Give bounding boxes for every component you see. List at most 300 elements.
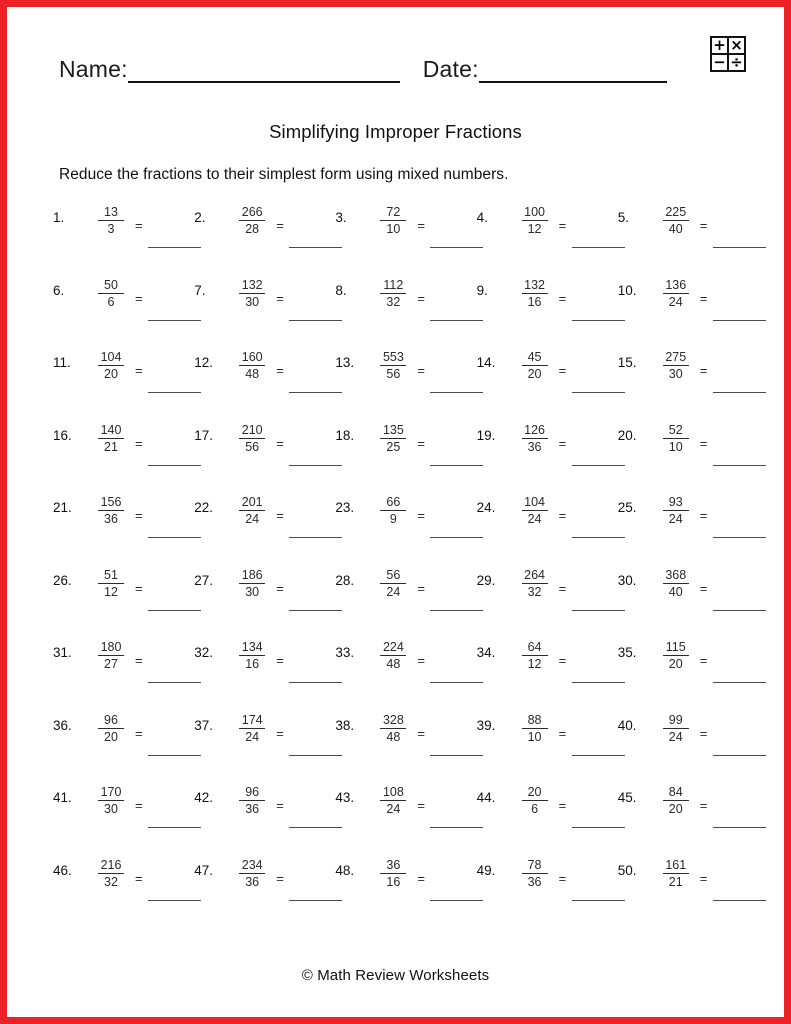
- answer-blank[interactable]: [713, 610, 766, 611]
- name-label: Name:: [59, 56, 128, 82]
- fraction-denominator: 36: [527, 439, 542, 454]
- problems-grid: [51, 203, 757, 928]
- problem-item: [475, 856, 616, 929]
- problem-item: [616, 856, 757, 929]
- fraction-denominator: 20: [104, 729, 118, 744]
- fraction-numerator: 275: [665, 350, 687, 364]
- problem-number: 47.: [194, 862, 213, 878]
- problem-number: 20.: [617, 427, 637, 443]
- equals-sign: =: [135, 725, 143, 741]
- page-title: Simplifying Improper Fractions: [269, 121, 522, 142]
- problem-number: 1.: [53, 210, 65, 225]
- problem-item: [616, 566, 757, 639]
- problem-item: [333, 348, 474, 421]
- equals-sign: =: [135, 580, 143, 596]
- problem-number: 40.: [617, 717, 637, 733]
- fraction-denominator: 48: [386, 657, 401, 671]
- problem-item: [51, 638, 192, 711]
- problem-row: [51, 638, 757, 711]
- problem-number: 22.: [194, 500, 213, 515]
- improper-fraction: [98, 278, 124, 309]
- improper-fraction: [98, 495, 124, 526]
- problem-item: [192, 421, 333, 494]
- problem-item: [475, 566, 616, 639]
- answer-blank[interactable]: [713, 755, 766, 756]
- improper-fraction: [98, 423, 124, 454]
- problem-item: [333, 203, 474, 276]
- fraction-denominator: 21: [104, 439, 118, 454]
- improper-fraction: [663, 785, 689, 816]
- problem-item: [616, 203, 757, 276]
- fraction-numerator: 234: [241, 857, 263, 872]
- problem-row: [51, 203, 757, 276]
- problem-number: 18.: [335, 427, 355, 443]
- fraction-numerator: 161: [665, 857, 687, 872]
- fraction-denominator: 32: [386, 294, 401, 309]
- improper-fraction: [522, 350, 548, 381]
- problem-number: 29.: [476, 572, 496, 588]
- fraction-denominator: 24: [668, 294, 683, 309]
- fraction-denominator: 20: [527, 367, 542, 381]
- fraction-numerator: 186: [241, 567, 263, 582]
- fraction-numerator: 134: [241, 640, 263, 654]
- answer-blank[interactable]: [713, 320, 766, 321]
- equals-sign: =: [276, 508, 284, 523]
- equals-sign: =: [699, 435, 708, 451]
- equals-sign: =: [135, 218, 143, 233]
- problem-row: [51, 348, 757, 421]
- problem-number: 43.: [335, 790, 355, 805]
- problem-item: [475, 783, 616, 856]
- fraction-denominator: 9: [389, 512, 397, 526]
- equals-sign: =: [558, 508, 567, 523]
- improper-fraction: [98, 568, 124, 599]
- fraction-numerator: 66: [386, 495, 401, 509]
- fraction-denominator: 30: [104, 802, 118, 816]
- fraction-numerator: 132: [241, 277, 263, 292]
- equals-sign: =: [417, 870, 425, 886]
- fraction-numerator: 88: [527, 712, 542, 727]
- improper-fraction: [522, 640, 548, 671]
- equals-sign: =: [558, 363, 567, 378]
- fraction-numerator: 78: [527, 857, 542, 872]
- problem-item: [51, 493, 192, 566]
- fraction-denominator: 48: [386, 729, 401, 744]
- fraction-denominator: 20: [104, 367, 118, 381]
- problem-item: [192, 348, 333, 421]
- fraction-numerator: 104: [100, 350, 122, 364]
- improper-fraction: [380, 278, 406, 309]
- improper-fraction: [239, 350, 265, 381]
- problem-number: 46.: [53, 862, 72, 878]
- problem-number: 30.: [617, 572, 637, 588]
- problem-item: [192, 203, 333, 276]
- fraction-denominator: 6: [531, 802, 539, 816]
- improper-fraction: [239, 278, 265, 309]
- equals-sign: =: [276, 580, 284, 596]
- equals-sign: =: [135, 798, 143, 813]
- equals-sign: =: [699, 290, 708, 306]
- fraction-numerator: 170: [100, 785, 122, 799]
- fraction-denominator: 36: [245, 802, 260, 816]
- problem-item: [51, 348, 192, 421]
- fraction-numerator: 156: [100, 495, 122, 509]
- equals-sign: =: [699, 870, 708, 886]
- problem-row: [51, 276, 757, 349]
- problem-number: 27.: [194, 572, 213, 588]
- problem-item: [475, 276, 616, 349]
- improper-fraction: [663, 278, 689, 309]
- problem-number: 6.: [53, 282, 65, 298]
- equals-sign: =: [417, 290, 425, 306]
- fraction-numerator: 553: [382, 350, 404, 364]
- date-label: Date:: [422, 56, 479, 82]
- problem-number: 9.: [476, 282, 488, 298]
- equals-sign: =: [276, 435, 284, 451]
- improper-fraction: [663, 205, 689, 236]
- improper-fraction: [98, 785, 124, 816]
- improper-fraction: [380, 495, 406, 526]
- problem-item: [333, 856, 474, 929]
- problem-number: 48.: [335, 862, 355, 878]
- improper-fraction: [522, 858, 548, 889]
- math-operators-icon: [710, 36, 746, 72]
- improper-fraction: [522, 278, 548, 309]
- answer-blank[interactable]: [713, 827, 766, 828]
- fraction-numerator: 93: [668, 495, 683, 509]
- fraction-denominator: 30: [245, 294, 260, 309]
- improper-fraction: [380, 205, 406, 236]
- minus-icon: −: [711, 54, 728, 71]
- problem-item: [333, 276, 474, 349]
- problem-number: 38.: [335, 717, 355, 733]
- improper-fraction: [522, 785, 548, 816]
- problem-number: 14.: [476, 355, 496, 370]
- equals-sign: =: [417, 508, 425, 523]
- equals-sign: =: [276, 218, 284, 233]
- improper-fraction: [98, 858, 124, 889]
- problem-item: [475, 493, 616, 566]
- fraction-denominator: 16: [527, 294, 542, 309]
- fraction-denominator: 28: [245, 222, 260, 236]
- improper-fraction: [522, 495, 548, 526]
- problem-number: 41.: [53, 790, 72, 805]
- problem-number: 44.: [476, 790, 496, 805]
- fraction-denominator: 12: [104, 584, 118, 599]
- answer-blank[interactable]: [713, 465, 766, 466]
- problem-item: [51, 783, 192, 856]
- problem-number: 45.: [617, 790, 637, 805]
- fraction-denominator: 48: [245, 367, 260, 381]
- improper-fraction: [239, 495, 265, 526]
- problem-item: [333, 493, 474, 566]
- problem-number: 5.: [617, 210, 630, 225]
- fraction-numerator: 216: [100, 857, 122, 872]
- fraction-denominator: 30: [245, 584, 260, 599]
- problem-number: 4.: [476, 210, 488, 225]
- fraction-denominator: 36: [104, 512, 118, 526]
- fraction-numerator: 56: [386, 567, 401, 582]
- footer-credit: © Math Review Worksheets: [301, 967, 490, 984]
- equals-sign: =: [558, 435, 567, 451]
- equals-sign: =: [558, 870, 567, 886]
- problem-item: [192, 566, 333, 639]
- fraction-denominator: 10: [668, 439, 683, 454]
- fraction-numerator: 13: [104, 205, 118, 219]
- problem-item: [616, 421, 757, 494]
- name-input-line[interactable]: [128, 61, 400, 83]
- problem-number: 26.: [53, 572, 72, 588]
- fraction-numerator: 100: [524, 205, 545, 219]
- problem-item: [51, 856, 192, 929]
- problem-number: 42.: [194, 790, 213, 805]
- fraction-numerator: 104: [524, 495, 545, 509]
- problem-number: 50.: [617, 862, 637, 878]
- problem-item: [51, 203, 192, 276]
- equals-sign: =: [417, 653, 425, 668]
- problem-row: [51, 566, 757, 639]
- improper-fraction: [239, 858, 265, 889]
- answer-blank[interactable]: [713, 247, 766, 248]
- equals-sign: =: [276, 870, 284, 886]
- equals-sign: =: [699, 508, 708, 523]
- problem-number: 24.: [476, 500, 496, 515]
- equals-sign: =: [558, 653, 567, 668]
- fraction-denominator: 32: [527, 584, 542, 599]
- problem-item: [51, 711, 192, 784]
- equals-sign: =: [699, 218, 708, 233]
- problem-number: 33.: [335, 645, 355, 660]
- fraction-denominator: 24: [245, 512, 260, 526]
- problem-row: [51, 421, 757, 494]
- improper-fraction: [380, 785, 406, 816]
- fraction-denominator: 40: [668, 584, 683, 599]
- fraction-numerator: 174: [241, 712, 263, 727]
- fraction-denominator: 36: [527, 874, 542, 889]
- fraction-denominator: 24: [386, 802, 401, 816]
- answer-blank[interactable]: [713, 900, 766, 901]
- fraction-numerator: 96: [245, 785, 260, 799]
- problem-item: [333, 783, 474, 856]
- equals-sign: =: [276, 363, 284, 378]
- problem-item: [616, 348, 757, 421]
- improper-fraction: [522, 568, 548, 599]
- equals-sign: =: [135, 363, 143, 378]
- problem-number: 19.: [476, 427, 496, 443]
- improper-fraction: [380, 350, 406, 381]
- equals-sign: =: [135, 435, 143, 451]
- problem-number: 8.: [335, 282, 347, 298]
- improper-fraction: [239, 640, 265, 671]
- equals-sign: =: [417, 218, 425, 233]
- equals-sign: =: [558, 218, 567, 233]
- fraction-denominator: 6: [107, 294, 115, 309]
- fraction-numerator: 96: [104, 712, 118, 727]
- fraction-numerator: 45: [527, 350, 542, 364]
- improper-fraction: [522, 423, 548, 454]
- fraction-numerator: 115: [665, 640, 686, 654]
- equals-sign: =: [417, 725, 425, 741]
- problem-item: [333, 711, 474, 784]
- fraction-denominator: 56: [386, 367, 401, 381]
- equals-sign: =: [276, 290, 284, 306]
- problem-number: 3.: [335, 210, 347, 225]
- fraction-numerator: 224: [382, 640, 404, 654]
- fraction-denominator: 3: [107, 222, 115, 236]
- improper-fraction: [98, 350, 124, 381]
- fraction-numerator: 266: [241, 205, 263, 219]
- equals-sign: =: [558, 798, 567, 813]
- improper-fraction: [380, 713, 406, 744]
- fraction-denominator: 12: [527, 657, 542, 671]
- problem-item: [616, 783, 757, 856]
- improper-fraction: [663, 640, 689, 671]
- problem-number: 32.: [194, 645, 213, 660]
- fraction-numerator: 201: [241, 495, 263, 509]
- equals-sign: =: [417, 580, 425, 596]
- fraction-denominator: 21: [668, 874, 683, 889]
- fraction-denominator: 24: [668, 729, 683, 744]
- problem-item: [51, 421, 192, 494]
- equals-sign: =: [699, 580, 708, 596]
- equals-sign: =: [699, 653, 708, 668]
- problem-number: 15.: [617, 355, 637, 370]
- problem-item: [616, 638, 757, 711]
- fraction-numerator: 99: [668, 712, 683, 727]
- improper-fraction: [380, 640, 406, 671]
- improper-fraction: [239, 205, 265, 236]
- improper-fraction: [380, 423, 406, 454]
- fraction-numerator: 126: [524, 422, 545, 437]
- answer-blank[interactable]: [713, 682, 766, 683]
- problem-number: 49.: [476, 862, 496, 878]
- improper-fraction: [239, 713, 265, 744]
- problem-number: 17.: [194, 427, 213, 443]
- divide-icon: ÷: [728, 54, 745, 71]
- answer-blank[interactable]: [713, 537, 766, 538]
- improper-fraction: [522, 205, 548, 236]
- fraction-numerator: 225: [665, 205, 687, 219]
- equals-sign: =: [417, 435, 425, 451]
- equals-sign: =: [276, 653, 284, 668]
- problem-number: 10.: [617, 282, 637, 298]
- fraction-numerator: 160: [241, 350, 263, 364]
- improper-fraction: [239, 568, 265, 599]
- fraction-numerator: 180: [100, 640, 122, 654]
- problem-row: [51, 711, 757, 784]
- improper-fraction: [380, 568, 406, 599]
- improper-fraction: [663, 858, 689, 889]
- equals-sign: =: [276, 798, 284, 813]
- fraction-denominator: 56: [245, 439, 260, 454]
- equals-sign: =: [699, 725, 708, 741]
- improper-fraction: [98, 713, 124, 744]
- fraction-denominator: 25: [386, 439, 401, 454]
- problem-item: [475, 348, 616, 421]
- problem-item: [51, 566, 192, 639]
- problem-number: 2.: [194, 210, 206, 225]
- fraction-numerator: 368: [665, 567, 687, 582]
- problem-number: 35.: [617, 645, 637, 660]
- fraction-denominator: 24: [668, 512, 683, 526]
- equals-sign: =: [558, 725, 567, 741]
- fraction-numerator: 112: [383, 277, 404, 292]
- problem-item: [616, 276, 757, 349]
- improper-fraction: [663, 568, 689, 599]
- problem-number: 37.: [194, 717, 213, 733]
- equals-sign: =: [135, 653, 143, 668]
- problem-number: 12.: [194, 355, 213, 370]
- equals-sign: =: [699, 798, 708, 813]
- fraction-numerator: 20: [527, 785, 542, 799]
- improper-fraction: [522, 713, 548, 744]
- fraction-numerator: 36: [386, 857, 401, 872]
- date-input-line[interactable]: [479, 61, 667, 83]
- answer-blank[interactable]: [713, 392, 766, 393]
- fraction-denominator: 16: [245, 657, 260, 671]
- fraction-numerator: 136: [665, 277, 687, 292]
- instructions-text: Reduce the fractions to their simplest form using mixed numbers.: [59, 166, 509, 183]
- problem-number: 13.: [335, 355, 355, 370]
- multiply-icon: ×: [728, 37, 745, 54]
- fraction-denominator: 12: [527, 222, 542, 236]
- problem-item: [333, 638, 474, 711]
- problem-item: [475, 711, 616, 784]
- problem-item: [192, 493, 333, 566]
- improper-fraction: [663, 713, 689, 744]
- equals-sign: =: [417, 798, 425, 813]
- problem-number: 7.: [194, 282, 206, 298]
- equals-sign: =: [699, 363, 708, 378]
- problem-item: [333, 566, 474, 639]
- fraction-denominator: 27: [104, 657, 118, 671]
- problem-item: [616, 711, 757, 784]
- problem-item: [192, 276, 333, 349]
- fraction-denominator: 36: [245, 874, 260, 889]
- problem-number: 39.: [476, 717, 496, 733]
- fraction-numerator: 108: [382, 785, 404, 799]
- problem-number: 36.: [53, 717, 72, 733]
- problem-item: [475, 638, 616, 711]
- improper-fraction: [239, 785, 265, 816]
- improper-fraction: [663, 423, 689, 454]
- equals-sign: =: [276, 725, 284, 741]
- fraction-denominator: 10: [386, 222, 401, 236]
- problem-number: 21.: [53, 500, 72, 515]
- fraction-numerator: 72: [386, 205, 401, 219]
- problem-number: 31.: [53, 645, 72, 660]
- equals-sign: =: [558, 580, 567, 596]
- fraction-denominator: 20: [668, 657, 683, 671]
- improper-fraction: [380, 858, 406, 889]
- fraction-numerator: 140: [100, 422, 122, 437]
- student-info-header: [59, 43, 744, 83]
- problem-item: [616, 493, 757, 566]
- problem-item: [192, 856, 333, 929]
- improper-fraction: [239, 423, 265, 454]
- fraction-denominator: 24: [386, 584, 401, 599]
- equals-sign: =: [135, 870, 143, 886]
- improper-fraction: [663, 495, 689, 526]
- fraction-numerator: 51: [104, 567, 118, 582]
- equals-sign: =: [558, 290, 567, 306]
- fraction-numerator: 52: [668, 422, 683, 437]
- problem-item: [51, 276, 192, 349]
- fraction-denominator: 20: [668, 802, 683, 816]
- fraction-numerator: 328: [382, 712, 404, 727]
- fraction-denominator: 32: [104, 874, 118, 889]
- fraction-numerator: 135: [382, 422, 404, 437]
